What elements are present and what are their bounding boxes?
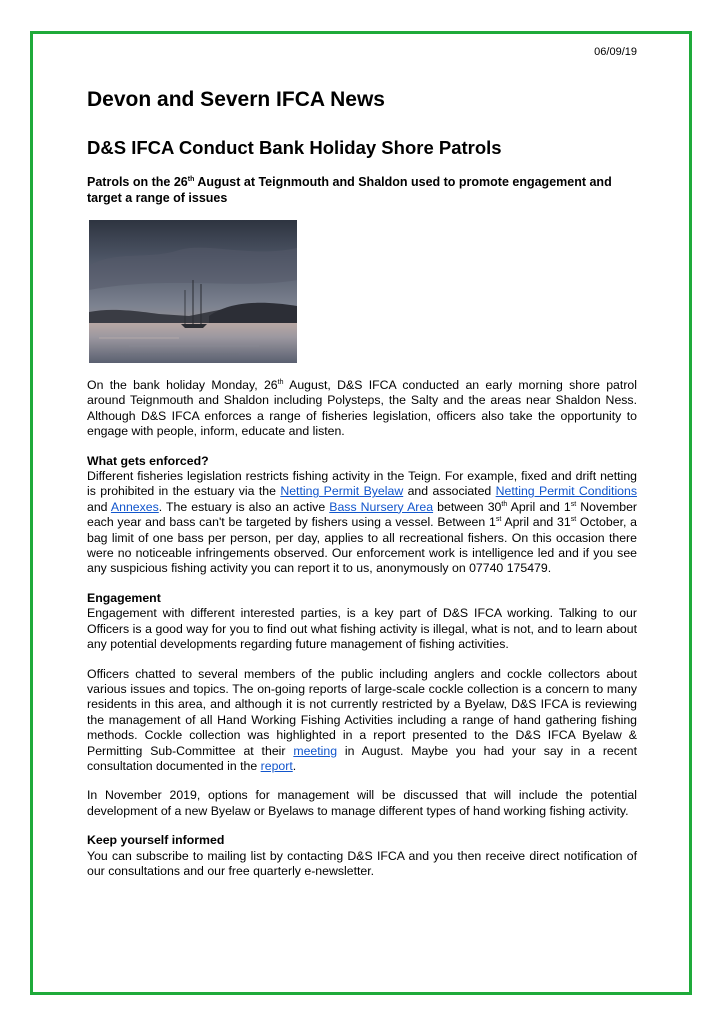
text: On the bank holiday Monday, 26 [87,378,278,392]
text: Different fisheries legislation restricts fishing activity in the Teign. For example, fixed and drift netting is prohibited in the estuary via the [87,469,637,499]
bass-nursery-area-link[interactable]: Bass Nursery Area [329,499,434,514]
sup: st [570,516,577,524]
text: October, a bag limit of one bass per person, per day, applies to all recreational fishers. On this occasion there were no noticeable infringements observed. Our enforcement work is intelligence led and if you see any suspicious fishing activity you can report it to us, anonymously on 07740 175479. [87,515,638,576]
article-headline: D&S IFCA Conduct Bank Holiday Shore Patrols [87,137,502,158]
informed-paragraph: You can subscribe to mailing list by contacting D&S IFCA and you then receive direct notification of our consultations and our free quarterly e-newsletter. [87,848,637,878]
meeting-link[interactable]: meeting [293,743,338,758]
publish-date: 06/09/19 [594,46,637,58]
text: and [87,499,111,514]
text: . The estuary is also an active [158,499,330,514]
sup: th [277,378,284,386]
netting-permit-byelaw-link[interactable]: Netting Permit Byelaw [280,484,404,499]
text: August, D&S IFCA conducted an early morning shore patrol around Teignmouth and Shaldon including Polysteps, the Salty and the areas near Shaldon Ness. Although D&S IFCA enforces a range of fisheries legislation, officers also take the opportunity to engage with people, inform, educate and listen. [87,378,637,439]
text: between 30 [433,499,502,514]
standfirst-text-2: August at Teignmouth and Shaldon used to promote engagement and target a range of issues [87,175,612,205]
annexes-link[interactable]: Annexes [110,499,159,514]
enforced-paragraph [87,469,637,577]
section-heading-engagement: Engagement [87,590,161,605]
text: November each year and bass can't be targeted by fishers using a vessel. Between 1 [87,499,637,530]
engagement-paragraph-3: In November 2019, options for management will be discussed that will include the potential development of a new Byelaw or Byelaws to manage different types of hand working fishing activity. [87,788,637,818]
standfirst-text-1: Patrols on the 26 [87,175,188,189]
standfirst [87,174,637,206]
text: April and 1 [507,499,571,514]
engagement-paragraph-2 [87,667,637,775]
page-title: Devon and Severn IFCA News [87,88,385,111]
sup: st [570,500,577,508]
text: in August. Maybe you had your say in a recent consultation documented in the [87,743,637,773]
intro-paragraph [87,378,637,440]
section-heading-enforced: What gets enforced? [87,453,209,468]
estuary-photo-icon [89,220,297,363]
engagement-paragraph-1: Engagement with different interested parties, is a key part of D&S IFCA working. Talking to our Officers is a good way for you to find out what fishing activity is illegal, what is not, and to learn about any potential developments regarding future management of fishing activities. [87,606,637,652]
sup: th [501,500,508,508]
text: and associated [403,484,496,499]
netting-permit-conditions-link[interactable]: Netting Permit Conditions [495,484,638,499]
text: Officers chatted to several members of the public including anglers and cockle collectors about various issues and topics. The on-going reports of large-scale cockle collection is a concern to many residents in this area, and although it is not currently restricted by a Byelaw, D&S IFCA is reviewing the management of all Hand Working Fishing Activities including a range of hand gathering fishing methods. Cockle collection was highlighted in a report presented to the D&S IFCA Byelaw & Permitting Sub-Committee at their [87,666,637,758]
text: April and 31 [501,515,571,530]
section-heading-informed: Keep yourself informed [87,833,225,848]
standfirst-sup: th [187,175,195,183]
text: . [292,758,297,773]
sup: st [495,516,502,524]
article-body [87,378,637,893]
report-link[interactable]: report [260,758,293,773]
estuary-photo [89,220,297,363]
